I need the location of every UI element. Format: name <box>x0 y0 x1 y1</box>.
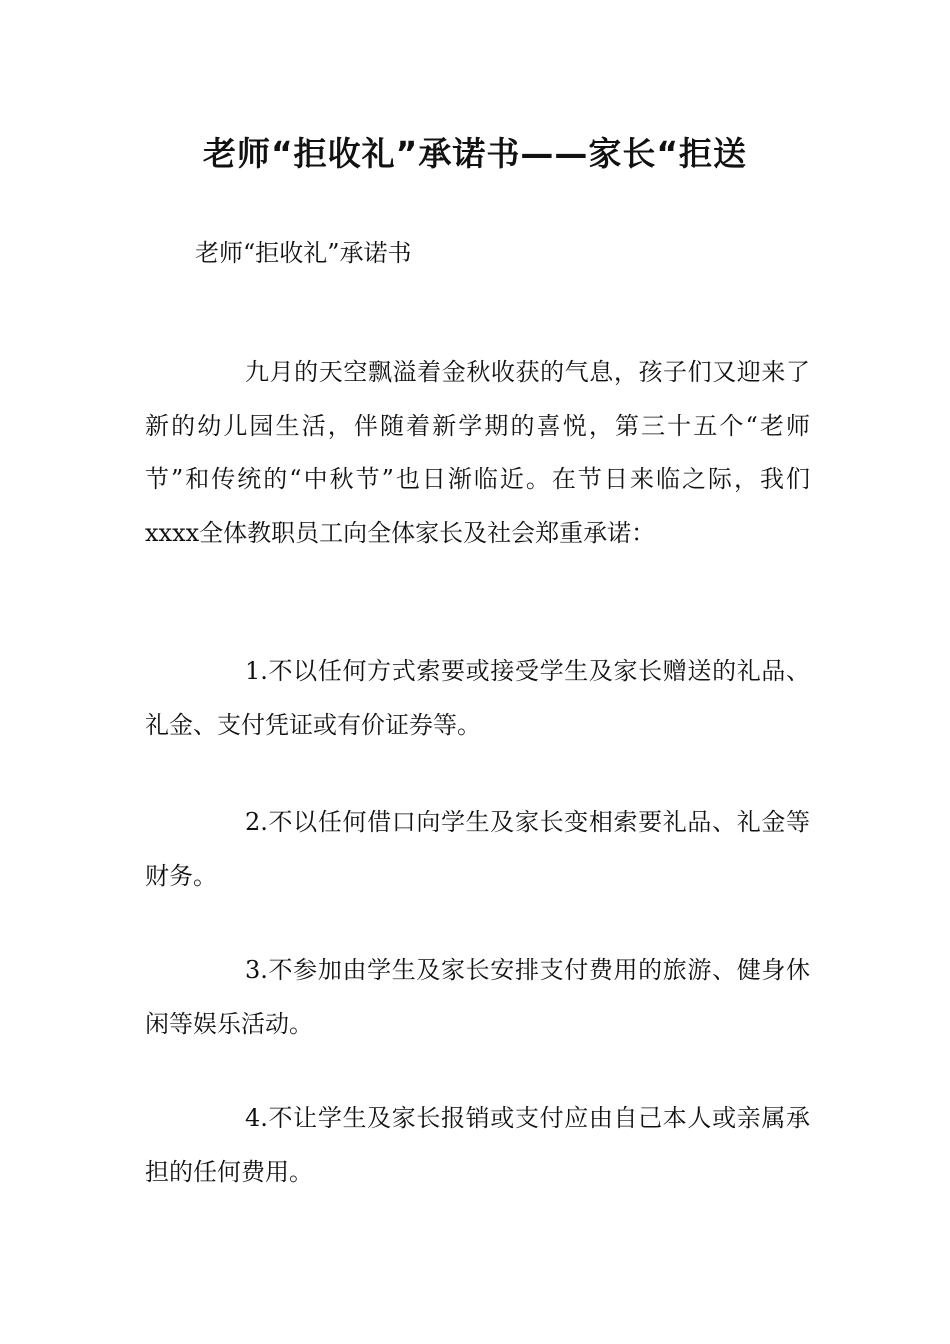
document-subtitle: 老师“拒收礼”承诺书 <box>195 239 412 267</box>
intro-paragraph: 九月的天空飘溢着金秋收获的气息，孩子们又迎来了新的幼儿园生活，伴随着新学期的喜悦，第三十五个“老师节”和传统的“中秋节”也日渐临近。在节日来临之际，我们xxxx全体教职员工向全体家长及社会郑重承诺： <box>145 358 810 547</box>
commitment-item-1: 1.不以任何方式索要或接受学生及家长赠送的礼品、礼金、支付凭证或有价证券等。 <box>145 657 810 739</box>
commitment-item-4: 4.不让学生及家长报销或支付应由自己本人或亲属承担的任何费用。 <box>145 1104 810 1186</box>
commitment-item-3: 3.不参加由学生及家长安排支付费用的旅游、健身休闲等娱乐活动。 <box>145 956 810 1038</box>
commitment-item-2: 2.不以任何借口向学生及家长变相索要礼品、礼金等财务。 <box>145 808 810 890</box>
document-title: 老师“拒收礼”承诺书——家长“拒送 <box>202 134 748 173</box>
